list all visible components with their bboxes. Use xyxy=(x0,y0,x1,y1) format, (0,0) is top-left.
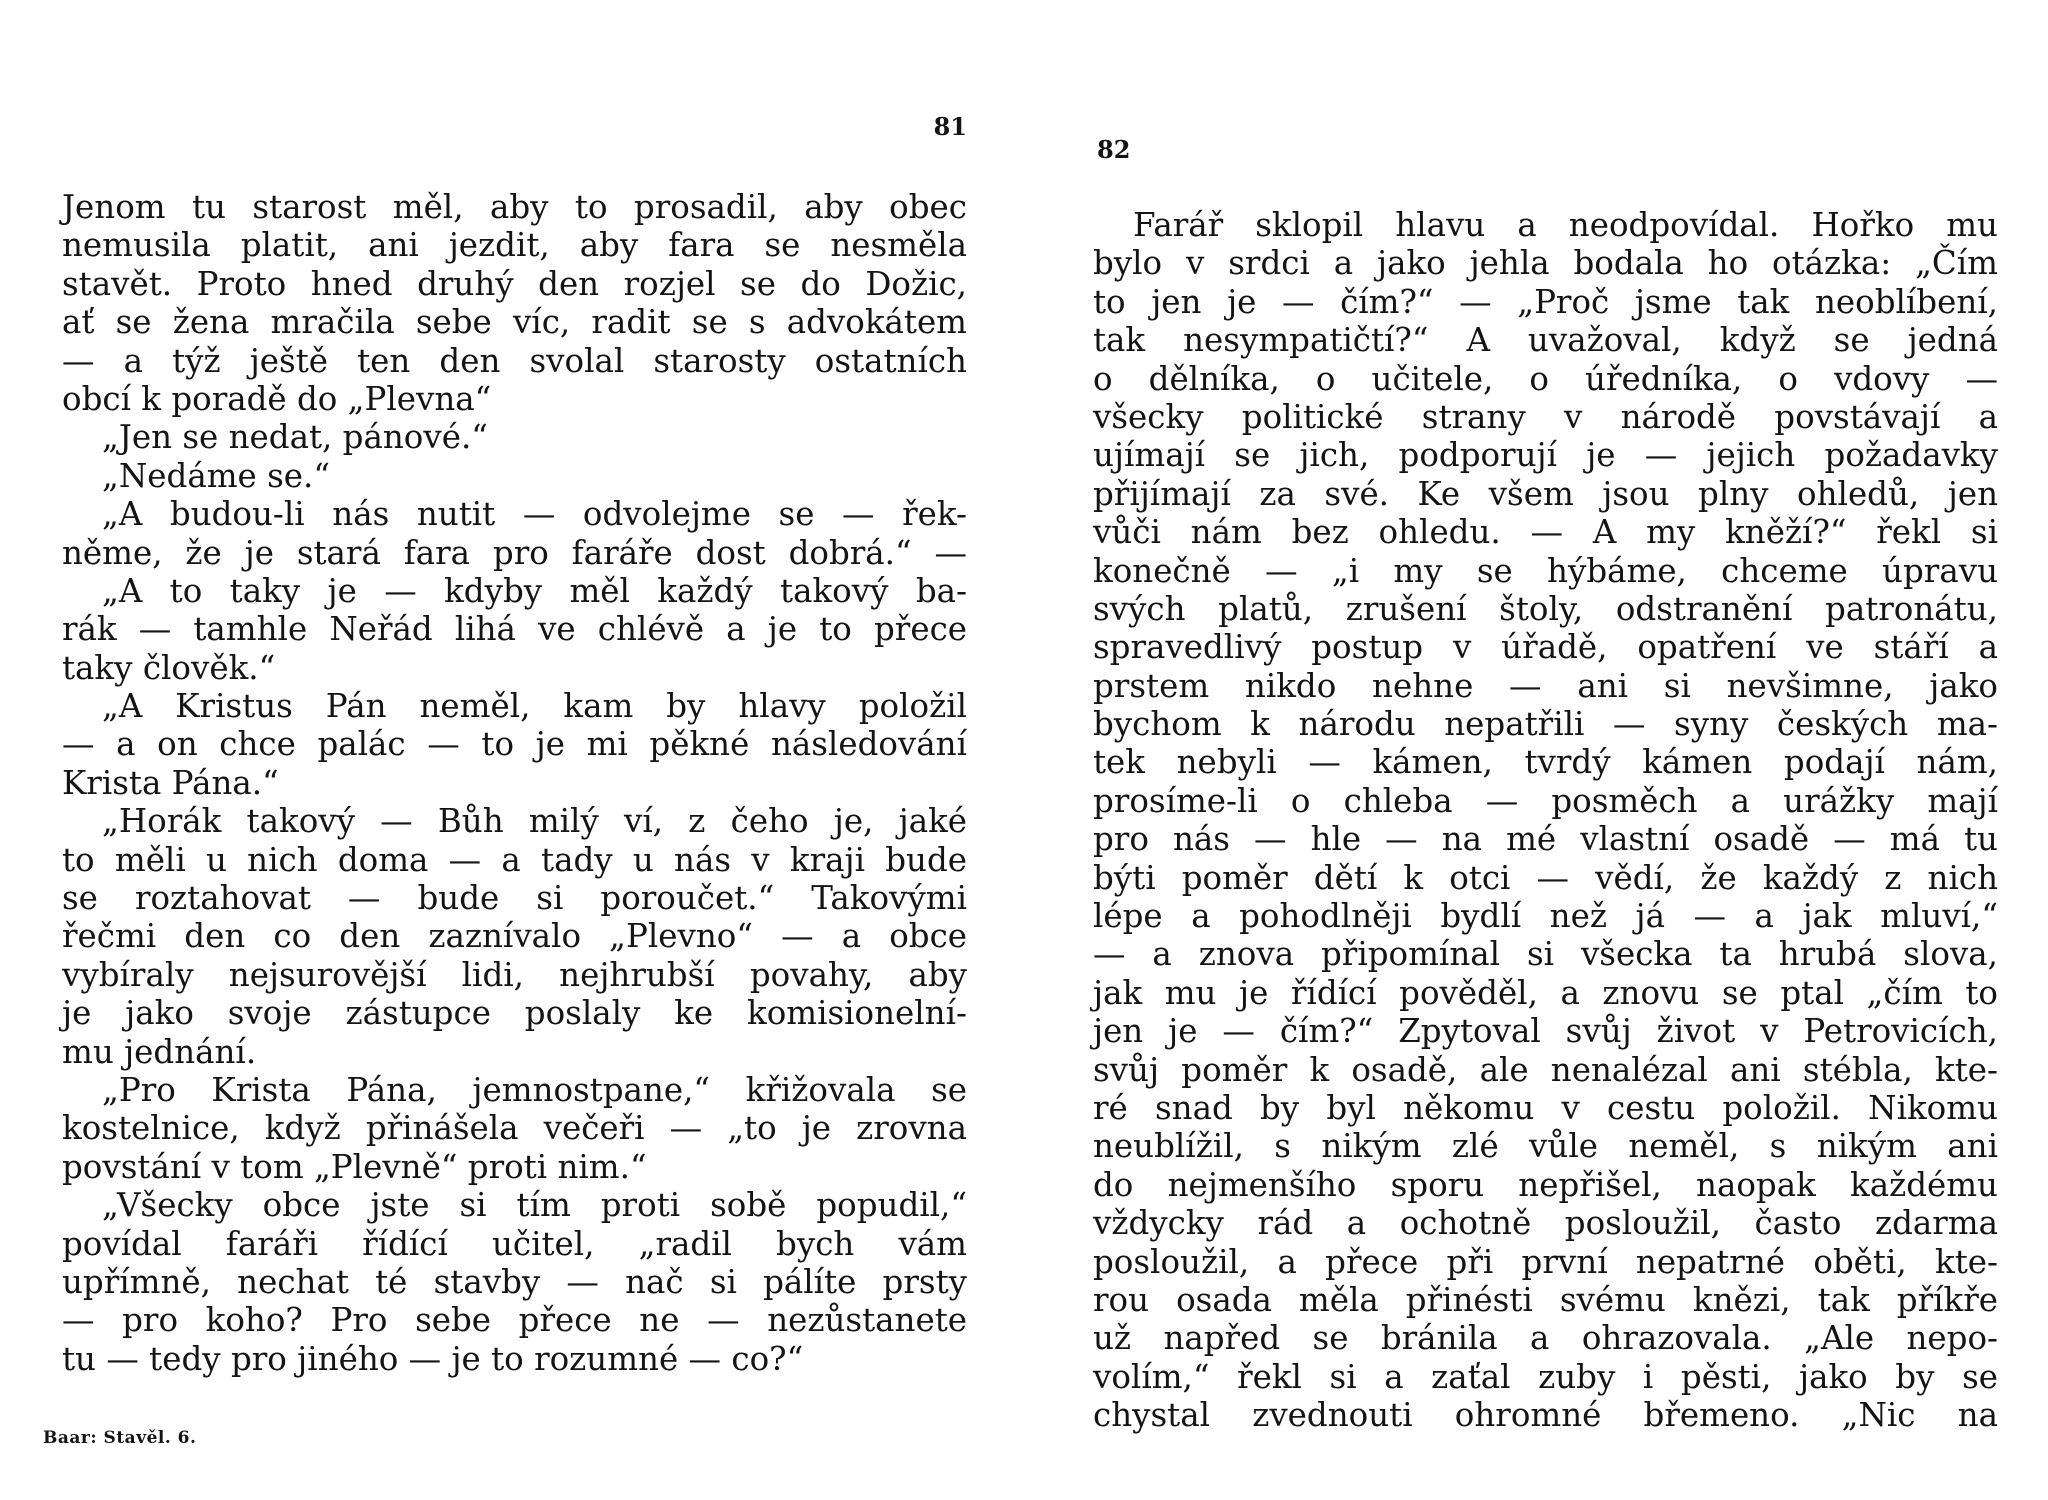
text-line: něme, že je stará fara pro faráře dost dobrá.“ — xyxy=(62,533,967,572)
text-line: volím,“ řekl si a zaťal zuby i pěsti, jako by se xyxy=(1093,1357,1998,1396)
text-line: přijímají za své. Ke všem jsou plny ohledů, jen xyxy=(1093,474,1998,513)
text-line: „A to taky je — kdyby měl každý takový ba- xyxy=(102,571,967,610)
text-line: „Jen se nedat, pánové.“ xyxy=(102,418,488,457)
text-line: bylo v srdci a jako jehla bodala ho otázka: „Čím xyxy=(1093,244,1998,283)
text-line: „Horák takový — Bůh milý ví, z čeho je, jaké xyxy=(102,802,967,841)
printer-signature-mark: Baar: Stavěl. 6. xyxy=(43,1428,197,1448)
text-line: jak mu je řídící pověděl, a znovu se ptal „čím to xyxy=(1093,973,1998,1012)
text-line: o dělníka, o učitele, o úředníka, o vdovy — xyxy=(1093,359,1998,398)
text-line: chystal zvednouti ohromné břemeno. „Nic na xyxy=(1093,1396,1998,1435)
text-line: — a znova připomínal si všecka ta hrubá slova, xyxy=(1093,935,1998,974)
text-line: svých platů, zrušení štoly, odstranění patronátu, xyxy=(1093,589,1998,628)
left-page-text xyxy=(62,188,967,1378)
text-line: mu jednání. xyxy=(62,1032,257,1071)
text-line: lépe a pohodlněji bydlí než já — a jak mluví,“ xyxy=(1093,897,1998,936)
text-line: je jako svoje zástupce poslaly ke komisionelní- xyxy=(62,994,967,1033)
text-line: to jen je — čím?“ — „Proč jsme tak neoblíbení, xyxy=(1093,282,1998,321)
text-line: vůči nám bez ohledu. — A my kněží?“ řekl si xyxy=(1093,513,1998,552)
text-line: neublížil, s nikým zlé vůle neměl, s nikým ani xyxy=(1093,1127,1998,1166)
text-line: Jenom tu starost měl, aby to prosadil, aby obec xyxy=(62,188,967,226)
text-line: jen je — čím?“ Zpytoval svůj život v Petrovicích, xyxy=(1093,1012,1998,1051)
text-line: vybíraly nejsurovější lidi, nejhrubší povahy, aby xyxy=(62,955,967,994)
text-line: řečmi den co den zaznívalo „Plevno“ — a obce xyxy=(62,917,967,956)
text-line: prstem nikdo nehne — ani si nevšimne, jako xyxy=(1093,666,1998,705)
text-line: vždycky rád a ochotně posloužil, často zdarma xyxy=(1093,1204,1998,1243)
text-line: to měli u nich doma — a tady u nás v kraji bude xyxy=(62,840,967,879)
text-line: „A budou-li nás nutit — odvolejme se — řek- xyxy=(102,495,967,534)
text-line: upřímně, nechat té stavby — nač si pálíte prsty xyxy=(62,1262,967,1301)
text-line: prosíme-li o chleba — posměch a urážky mají xyxy=(1093,781,1998,820)
text-line: ujímají se jich, podporují je — jejich požadavky xyxy=(1093,436,1998,475)
right-page xyxy=(1093,0,1998,1500)
text-line: posloužil, a přece při první nepatrné oběti, kte- xyxy=(1093,1242,1998,1281)
text-line: stavět. Proto hned druhý den rozjel se do Dožic, xyxy=(62,264,967,303)
text-line: „Nedáme se.“ xyxy=(102,456,330,495)
text-line: do nejmenšího sporu nepřišel, naopak každému xyxy=(1093,1165,1998,1204)
text-line: kostelnice, když přinášela večeři — „to je zrovna xyxy=(62,1109,967,1148)
text-line: ré snad by byl někomu v cestu položil. Nikomu xyxy=(1093,1088,1998,1127)
text-line: povstání v tom „Plevně“ proti nim.“ xyxy=(62,1147,647,1186)
text-line: všecky politické strany v národě povstávají a xyxy=(1093,397,1998,436)
text-line: Krista Pána.“ xyxy=(62,763,279,802)
text-line: obcí k poradě do „Plevna“ xyxy=(62,379,492,418)
page-number: 81 xyxy=(933,112,967,141)
text-line: se roztahovat — bude si poroučet.“ Takovými xyxy=(62,879,967,918)
text-line: „A Kristus Pán neměl, kam by hlavy položil xyxy=(102,687,967,726)
text-line: „Pro Krista Pána, jemnostpane,“ křižovala se xyxy=(102,1070,967,1109)
text-line: bychom k národu nepatřili — syny českých ma- xyxy=(1093,705,1998,744)
text-line: rák — tamhle Neřád lihá ve chlévě a je to přece xyxy=(62,610,967,649)
text-line: spravedlivý postup v úřadě, opatření ve stáří a xyxy=(1093,628,1998,667)
text-line: povídal faráři řídící učitel, „radil bych vám xyxy=(62,1224,967,1263)
text-line: — pro koho? Pro sebe přece ne — nezůstanete xyxy=(62,1301,967,1340)
left-page xyxy=(62,0,967,1500)
text-line: svůj poměr k osadě, ale nenalézal ani stébla, kte- xyxy=(1093,1050,1998,1089)
page-number: 82 xyxy=(1097,135,1131,164)
text-line: ať se žena mračila sebe víc, radit se s advokátem xyxy=(62,303,967,342)
text-line: Farář sklopil hlavu a neodpovídal. Hořko mu xyxy=(1133,206,1998,244)
text-line: pro nás — hle — na mé vlastní osadě — má tu xyxy=(1093,820,1998,859)
text-line: býti poměr dětí k otci — vědí, že každý z nich xyxy=(1093,858,1998,897)
text-line: — a on chce palác — to je mi pěkné následování xyxy=(62,725,967,764)
text-line: tak nesympatičtí?“ A uvažoval, když se jedná xyxy=(1093,321,1998,360)
text-line: konečně — „i my se hýbáme, chceme úpravu xyxy=(1093,551,1998,590)
text-line: „Všecky obce jste si tím proti sobě popudil,“ xyxy=(102,1186,967,1225)
text-line: nemusila platit, ani jezdit, aby fara se nesměla xyxy=(62,226,967,265)
text-line: už napřed se bránila a ohrazovala. „Ale nepo- xyxy=(1093,1319,1998,1358)
text-line: — a týž ještě ten den svolal starosty ostatních xyxy=(62,341,967,380)
text-line: taky člověk.“ xyxy=(62,648,276,687)
text-line: tek nebyli — kámen, tvrdý kámen podají nám, xyxy=(1093,743,1998,782)
text-line: tu — tedy pro jiného — je to rozumné — co?“ xyxy=(62,1339,804,1378)
right-page-text xyxy=(1093,206,1998,1435)
text-line: rou osada měla přinésti svému knězi, tak příkře xyxy=(1093,1280,1998,1319)
